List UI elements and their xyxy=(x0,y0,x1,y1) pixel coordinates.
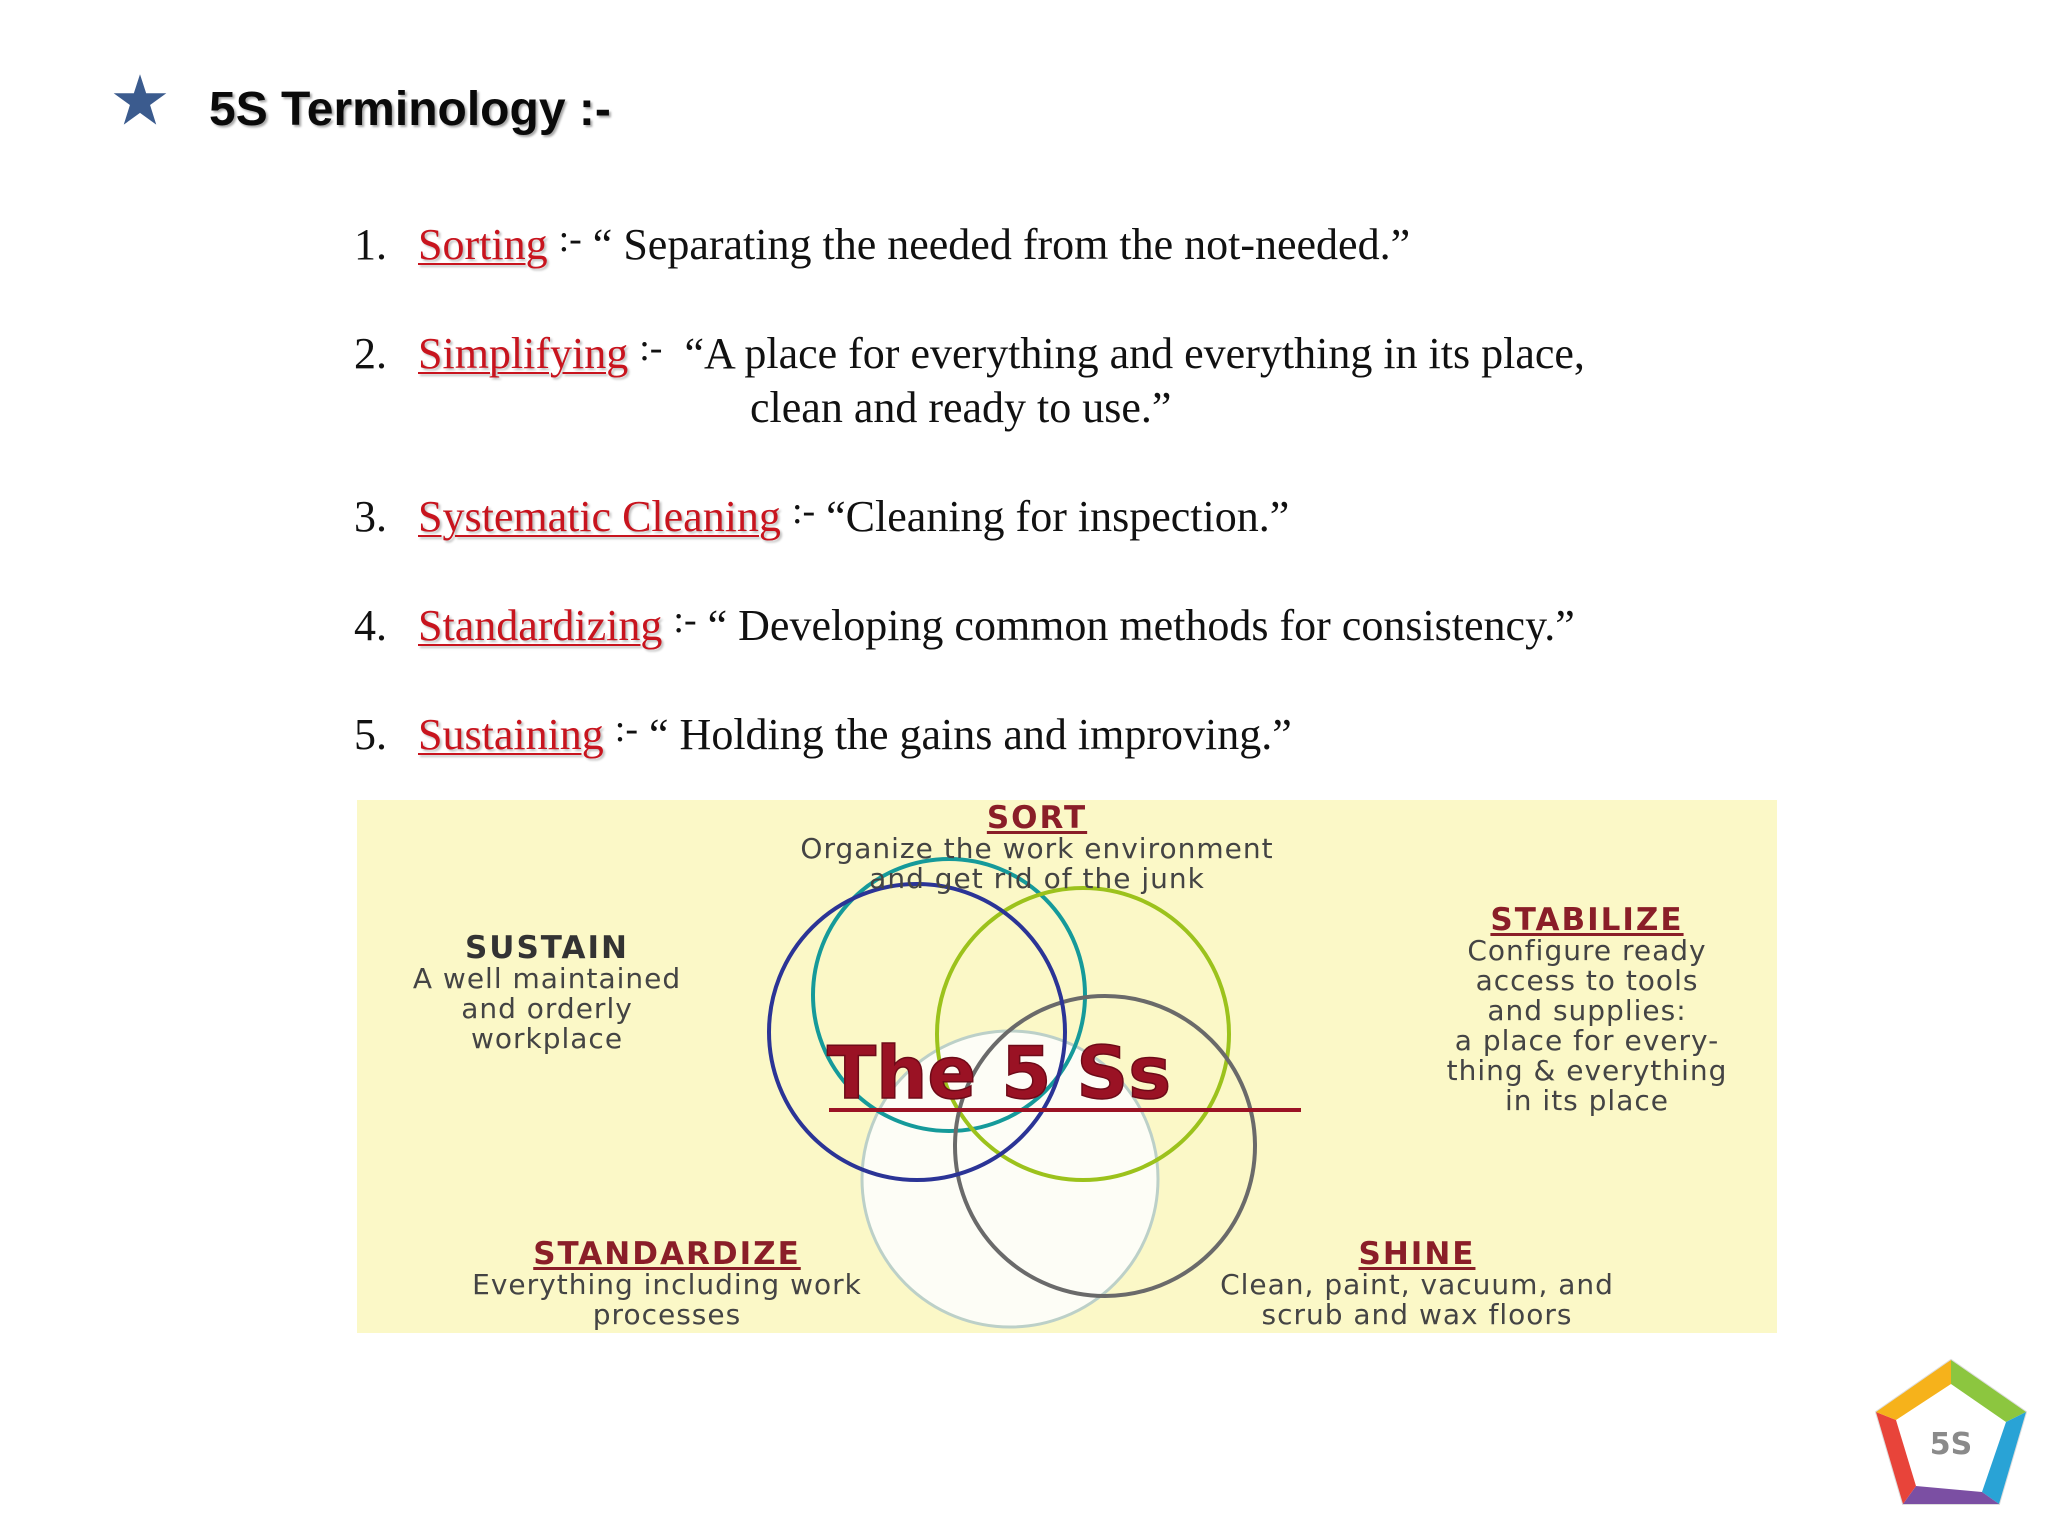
sort-line-1: Organize the work environment xyxy=(800,832,1274,865)
term-item-1 xyxy=(354,212,1410,272)
term-item-4 xyxy=(354,593,1575,653)
standardize-block xyxy=(417,1238,917,1330)
term-name: Simplifying xyxy=(418,329,629,378)
five-s-diagram xyxy=(357,800,1777,1333)
stabilize-line-5: thing & everything xyxy=(1446,1054,1728,1087)
slide-title: 5S Terminology :- xyxy=(209,83,611,136)
sort-heading: SORT xyxy=(986,800,1088,836)
standardize-heading: STANDARDIZE xyxy=(533,1236,801,1272)
term-definition-continued: clean and ready to use.” xyxy=(750,383,1172,432)
term-definition: “Cleaning for inspection.” xyxy=(826,492,1290,541)
term-separator: :- xyxy=(558,218,582,260)
term-item-5 xyxy=(354,702,1292,762)
term-name: Sustaining xyxy=(418,710,604,759)
center-label: The 5 Ss xyxy=(827,1031,1172,1115)
stabilize-line-6: in its place xyxy=(1504,1084,1669,1117)
term-separator: :- xyxy=(614,708,639,750)
stabilize-line-4: a place for every- xyxy=(1454,1024,1720,1057)
stabilize-line-3: and supplies: xyxy=(1487,994,1687,1027)
term-definition: “ Holding the gains and improving.” xyxy=(649,710,1292,759)
term-separator: :- xyxy=(639,327,663,369)
sustain-block xyxy=(357,932,737,1054)
shine-block xyxy=(1157,1238,1677,1330)
sustain-line-1: A well maintained xyxy=(412,962,682,995)
shine-line-2: scrub and wax floors xyxy=(1261,1298,1573,1331)
shine-line-1: Clean, paint, vacuum, and xyxy=(1220,1268,1614,1301)
sustain-line-2: and orderly xyxy=(461,992,633,1025)
term-number: 2. xyxy=(354,329,387,378)
term-definition: “ Separating the needed from the not-needed.” xyxy=(592,220,1411,269)
term-number: 1. xyxy=(354,220,387,269)
term-number: 5. xyxy=(354,710,387,759)
term-definition: “ Developing common methods for consistency.” xyxy=(707,601,1575,650)
term-separator: :- xyxy=(673,599,697,641)
stabilize-line-2: access to tools xyxy=(1475,964,1699,997)
shine-heading: SHINE xyxy=(1358,1236,1476,1272)
stabilize-block xyxy=(1397,904,1777,1116)
standardize-line-1: Everything including work xyxy=(472,1268,862,1301)
term-separator: :- xyxy=(791,490,816,532)
term-name: Sorting xyxy=(418,220,548,269)
logo-text: 5S xyxy=(1929,1427,1973,1462)
standardize-line-2: processes xyxy=(592,1298,742,1331)
sort-line-2: and get rid of the junk xyxy=(869,862,1205,895)
stabilize-heading: STABILIZE xyxy=(1490,902,1684,938)
term-number: 3. xyxy=(354,492,387,541)
term-definition: “A place for everything and everything in its place, xyxy=(684,329,1585,378)
star-icon xyxy=(112,72,168,128)
term-name: Standardizing xyxy=(418,601,663,650)
5s-cycle-logo-icon xyxy=(1866,1354,2036,1524)
term-item-2 xyxy=(354,321,1585,435)
stabilize-line-1: Configure ready xyxy=(1467,934,1707,967)
term-name: Systematic Cleaning xyxy=(418,492,781,541)
term-item-3 xyxy=(354,484,1289,544)
sustain-heading: SUSTAIN xyxy=(464,930,630,966)
term-number: 4. xyxy=(354,601,387,650)
sort-block xyxy=(737,802,1337,894)
sustain-line-3: workplace xyxy=(470,1022,624,1055)
